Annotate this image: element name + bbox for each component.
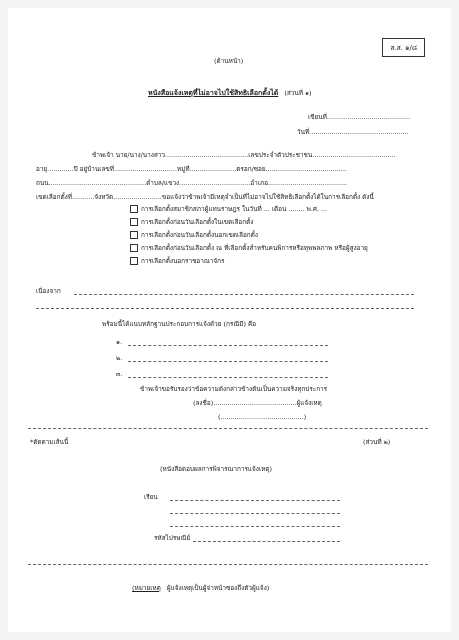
front-label: (ด้านหน้า) bbox=[214, 57, 244, 65]
address-line-3[interactable] bbox=[170, 526, 340, 527]
form-page bbox=[8, 8, 451, 632]
option-1-label: การเลือกตั้งสมาชิกสภาผู้แทนราษฎร ในวันที่ ... เดือน ........ พ.ศ. ... bbox=[141, 205, 328, 213]
option-3-label: การเลือกตั้งก่อนวันเลือกตั้งนอกเขตเลือกตั้ง bbox=[141, 231, 258, 239]
option-4-checkbox[interactable] bbox=[130, 244, 138, 252]
road-line[interactable]: ถนน................................................ตำบล/แขวง...................................อำเภอ....................................... bbox=[36, 179, 348, 187]
title-text: หนังสือแจ้งเหตุที่ไม่อาจไปใช้สิทธิเลือกตั้งได้ bbox=[148, 89, 279, 97]
attach-line-1[interactable] bbox=[128, 345, 328, 346]
because-line-1[interactable] bbox=[74, 294, 414, 295]
attach-line-2[interactable] bbox=[128, 361, 328, 362]
cut-line bbox=[28, 428, 428, 429]
attach-item-1: ๑. bbox=[116, 338, 123, 346]
signature-name-field[interactable]: (.........................................) bbox=[218, 413, 307, 421]
response-title: (หนังสือตอบผลการพิจารณาการแจ้งเหตุ) bbox=[160, 465, 272, 473]
district-line[interactable]: เขตเลือกตั้งที่...........จังหวัด........................ขอแจ้งว่าข้าพเจ้ามีเหตุจำเป็นที่ไม่อาจไปใช้สิทธิเลือกตั้งได้ในการเลือกตั้ง ดังนี้ bbox=[36, 193, 374, 201]
name-line[interactable]: ข้าพเจ้า นาย/นาง/นางสาว.........................................เลขประจำตัวประชาชน......................................... bbox=[92, 151, 396, 159]
signature-field[interactable]: (ลงชื่อ).........................................ผู้แจ้งเหตุ bbox=[193, 399, 322, 407]
note-text: ผู้แจ้งเหตุเป็นผู้จ่าหน้าซองถึงตัวผู้แจ้ง) bbox=[166, 584, 270, 592]
because-label: เนื่องจาก bbox=[36, 287, 61, 295]
option-1-checkbox[interactable] bbox=[130, 205, 138, 213]
option-4-label: การเลือกตั้งก่อนวันเลือกตั้ง ณ ที่เลือกตั้งสำหรับคนพิการหรือทุพพลภาพ หรือผู้สูงอายุ bbox=[141, 244, 368, 252]
note bbox=[132, 585, 269, 591]
address-line[interactable]: อายุ.............ปี อยู่บ้านเลขที่...............................หมู่ที่.......................ตรอก/ซอย........................................ bbox=[36, 165, 347, 173]
option-5-label: การเลือกตั้งนอกราชอาณาจักร bbox=[141, 257, 225, 265]
because-line-2[interactable] bbox=[36, 308, 414, 309]
to-label: เรียน bbox=[144, 493, 158, 501]
attach-label: พร้อมนี้ได้แนบหลักฐานประกอบการแจ้งด้วย (กรณีมี) คือ bbox=[102, 320, 257, 328]
postcode-label: รหัสไปรษณีย์ bbox=[154, 534, 191, 542]
postcode-line[interactable] bbox=[193, 541, 340, 542]
bottom-divider bbox=[28, 564, 428, 565]
form-code-box: ส.ส. ๑/๘ bbox=[382, 38, 425, 57]
attach-item-2: ๒. bbox=[116, 354, 123, 362]
address-line-2[interactable] bbox=[170, 513, 340, 514]
attach-line-3[interactable] bbox=[128, 377, 328, 378]
certify-text: ข้าพเจ้าขอรับรองว่าข้อความดังกล่าวข้างต้นเป็นความจริงทุกประการ bbox=[140, 385, 328, 393]
written-at-field[interactable]: เขียนที่......................................... bbox=[308, 113, 411, 121]
part2-label: (ส่วนที่ ๒) bbox=[363, 438, 391, 446]
note-label: (หมายเหตุ bbox=[132, 584, 161, 592]
option-2-checkbox[interactable] bbox=[130, 218, 138, 226]
address-line-1[interactable] bbox=[170, 500, 340, 501]
option-3-checkbox[interactable] bbox=[130, 231, 138, 239]
form-title bbox=[148, 90, 312, 97]
option-5-checkbox[interactable] bbox=[130, 257, 138, 265]
date-field[interactable]: วันที่................................................. bbox=[297, 128, 409, 136]
part1-label: (ส่วนที่ ๑) bbox=[284, 89, 312, 97]
option-2-label: การเลือกตั้งก่อนวันเลือกตั้งในเขตเลือกตั้ง bbox=[141, 218, 254, 226]
attach-item-3: ๓. bbox=[116, 370, 123, 378]
cut-label: *ตัดตามเส้นนี้ bbox=[30, 438, 69, 446]
